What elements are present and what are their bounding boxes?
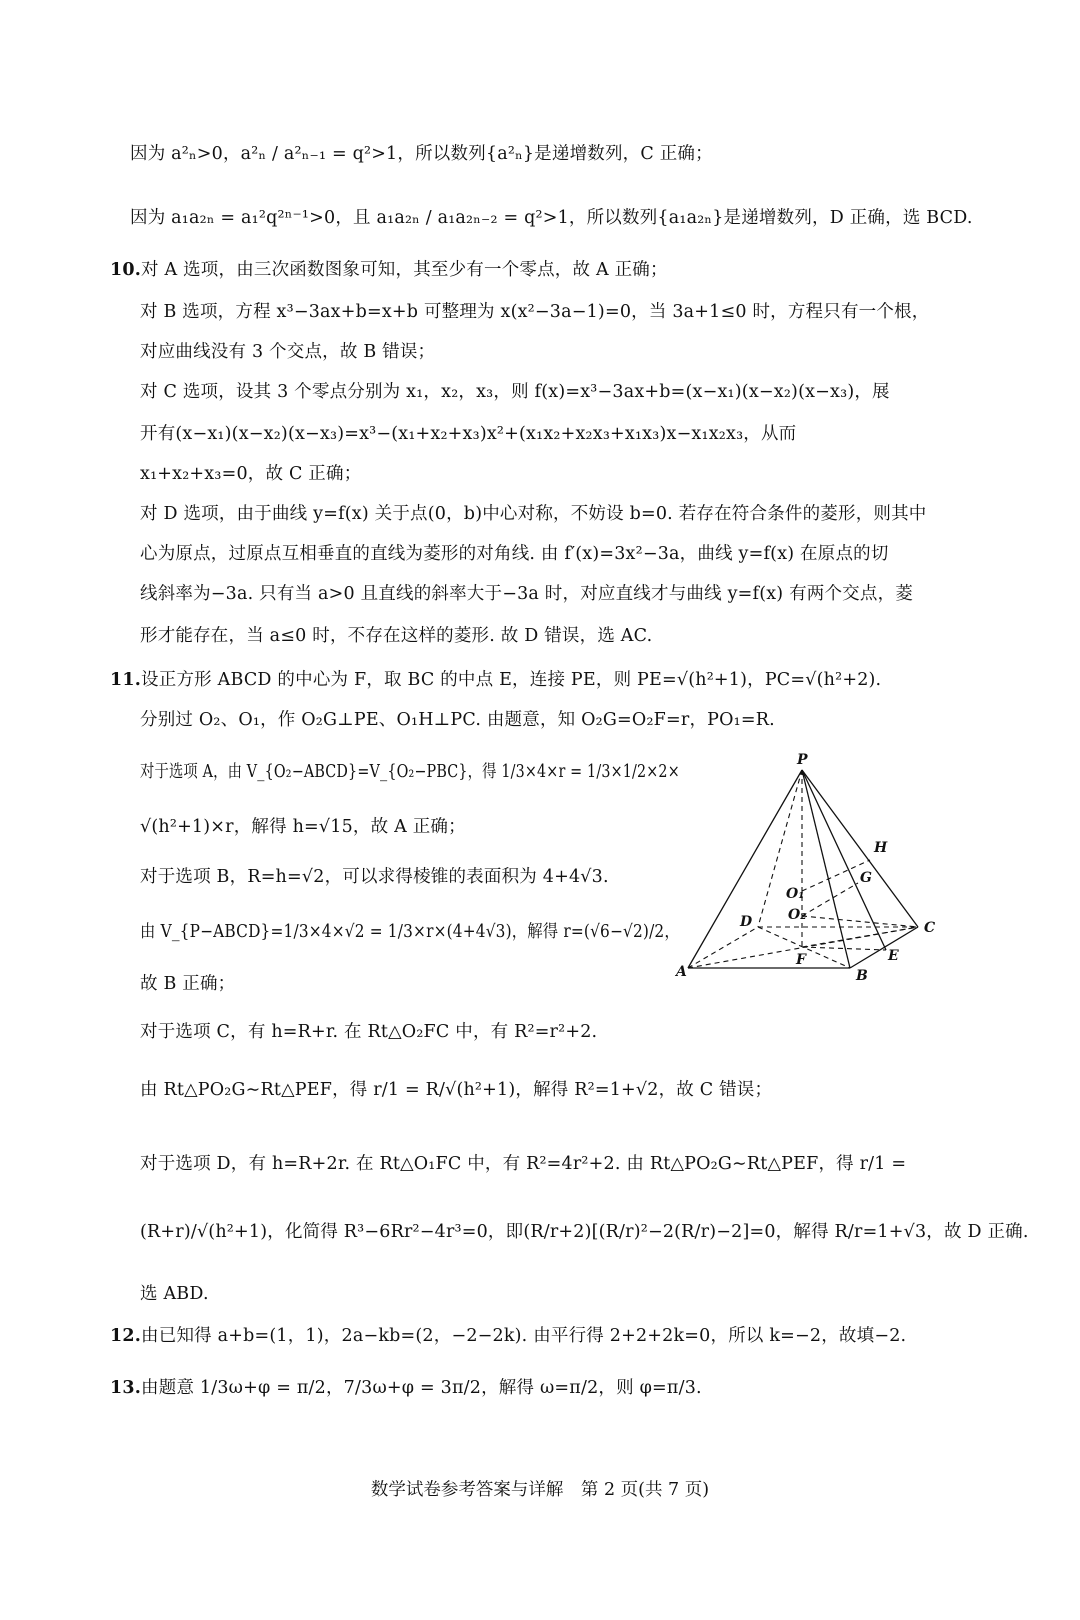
edge-PE: [802, 770, 886, 950]
edge-PB: [802, 770, 850, 968]
text-line: [140, 300, 929, 324]
text-line: [130, 206, 973, 230]
line-text: 因为 a₁a₂ₙ = a₁²q²ⁿ⁻¹>0，且 a₁a₂ₙ / a₁a₂ₙ₋₂ = q²>1，所以数列{a₁a₂ₙ}是递增数列，D 正确，选 BCD.: [130, 208, 973, 228]
text-line: [110, 1324, 906, 1348]
text-line: [140, 1152, 906, 1176]
line-text: 对 C 选项，设其 3 个零点分别为 x₁，x₂，x₃，则 f(x)=x³−3ax+b=(x−x₁)(x−x₂)(x−x₃)，展: [140, 382, 890, 402]
label-C: C: [924, 920, 936, 936]
edge-AD: [688, 927, 758, 968]
text-line: [140, 462, 361, 486]
line-text: 故 B 正确；: [140, 974, 236, 994]
text-line: [140, 708, 775, 732]
text-line: [140, 380, 890, 404]
text-line: [130, 142, 713, 166]
line-text: 由 Rt△PO₂G∼Rt△PEF，得 r/1 = R/√(h²+1)，解得 R²=1+√2，故 C 错误；: [140, 1080, 773, 1100]
label-G: G: [860, 870, 872, 886]
edge-PC: [802, 770, 918, 927]
text-line: [140, 815, 466, 839]
text-line: [140, 1282, 209, 1306]
line-text: 对 D 选项，由于曲线 y=f(x) 关于点(0，b)中心对称，不妨设 b=0. 若存在符合条件的菱形，则其中: [140, 504, 927, 524]
label-H: H: [874, 840, 888, 856]
line-text: 由 V_{P−ABCD}=1/3×4×√2 = 1/3×r×(4+4√3)，解得 r=(√6−√2)/2，: [140, 922, 680, 942]
question-number: 13.: [110, 1378, 142, 1398]
label-A: A: [676, 964, 687, 980]
label-D: D: [740, 914, 753, 930]
line-text: 分别过 O₂、O₁，作 O₂G⊥PE、O₁H⊥PC. 由题意，知 O₂G=O₂F=r，PO₁=R.: [140, 710, 775, 730]
text-line: [140, 542, 889, 566]
text-line: [110, 1376, 702, 1400]
label-B: B: [856, 968, 868, 984]
text-line: [110, 258, 668, 282]
text-line: [140, 1078, 772, 1102]
text-line: [140, 920, 680, 944]
pyramid-figure: [676, 752, 980, 1010]
line-text: 对于选项 D，有 h=R+2r. 在 Rt△O₁FC 中，有 R²=4r²+2. 由 Rt△PO₂G∼Rt△PEF，得 r/1 =: [140, 1154, 907, 1174]
label-O1: O₁: [786, 886, 805, 902]
text-line: [140, 1220, 1029, 1244]
line-text: 对应曲线没有 3 个交点，故 B 错误；: [140, 342, 436, 362]
question-number: 11.: [110, 670, 142, 690]
text-line: [140, 865, 609, 889]
text-line: [140, 340, 435, 364]
line-text: 对于选项 A，由 V_{O₂−ABCD}=V_{O₂−PBC}，得 1/3×4×r = 1/3×1/2×2×: [140, 762, 680, 782]
label-P: P: [797, 752, 808, 768]
question-number: 12.: [110, 1326, 142, 1346]
line-text: 线斜率为−3a. 只有当 a>0 且直线的斜率大于−3a 时，对应直线才与曲线 y=f(x) 有两个交点，菱: [140, 584, 913, 604]
segment-O2C: [802, 916, 918, 927]
line-text: x₁+x₂+x₃=0，故 C 正确；: [140, 464, 362, 484]
text-line: [140, 760, 680, 784]
label-E: E: [888, 948, 899, 964]
page-footer: 数学试卷参考答案与详解 第 2 页(共 7 页): [370, 1480, 710, 1500]
line-text: 形才能存在，当 a≤0 时，不存在这样的菱形. 故 D 错误，选 AC.: [140, 626, 653, 646]
question-number: 10.: [110, 260, 142, 280]
line-text: (R+r)/√(h²+1)，化简得 R³−6Rr²−4r³=0，即(R/r+2)[(R/r)²−2(R/r)−2]=0，解得 R/r=1+√3，故 D 正确.: [140, 1222, 1029, 1242]
line-text: 由题意 1/3ω+φ = π/2，7/3ω+φ = 3π/2，解得 ω=π/2，则 φ=π/3.: [141, 1378, 702, 1398]
line-text: 对 A 选项，由三次函数图象可知，其至少有一个零点，故 A 正确；: [141, 260, 668, 280]
line-text: 设正方形 ABCD 的中心为 F，取 BC 的中点 E，连接 PE，则 PE=√(h²+1)，PC=√(h²+2).: [141, 670, 882, 690]
text-line: [140, 624, 652, 648]
text-line: [140, 1020, 597, 1044]
label-F: F: [796, 952, 806, 968]
line-text: 对于选项 B，R=h=√2，可以求得棱锥的表面积为 4+4√3.: [140, 867, 609, 887]
line-text: 开有(x−x₁)(x−x₂)(x−x₃)=x³−(x₁+x₂+x₃)x²+(x₁x₂+x₂x₃+x₁x₃)x−x₁x₂x₃，从而: [140, 424, 797, 444]
edge-PD: [758, 770, 805, 927]
text-line: [140, 972, 235, 996]
edge-PA: [688, 770, 805, 968]
line-text: 由已知得 a+b=(1，1)，2a−kb=(2，−2−2k). 由平行得 2+2+2k=0，所以 k=−2，故填−2.: [141, 1326, 907, 1346]
line-text: √(h²+1)×r，解得 h=√15，故 A 正确；: [140, 817, 466, 837]
label-O2: O₂: [788, 907, 807, 923]
text-line: [140, 582, 913, 606]
line-text: 心为原点，过原点互相垂直的直线为菱形的对角线. 由 f′(x)=3x²−3a，曲线 y=f(x) 在原点的切: [140, 544, 889, 564]
pyramid-diagram: [676, 752, 980, 1010]
text-line: [140, 422, 796, 446]
segment-FE: [802, 947, 886, 950]
line-text: 选 ABD.: [140, 1284, 209, 1304]
line-text: 对于选项 C，有 h=R+r. 在 Rt△O₂FC 中，有 R²=r²+2.: [140, 1022, 598, 1042]
line-text: 对 B 选项，方程 x³−3ax+b=x+b 可整理为 x(x²−3a−1)=0，当 3a+1≤0 时，方程只有一个根，: [140, 302, 930, 322]
line-text: 因为 a²ₙ>0，a²ₙ / a²ₙ₋₁ = q²>1，所以数列{a²ₙ}是递增数列，C 正确；: [130, 144, 713, 164]
text-line: [110, 668, 881, 692]
text-line: [140, 502, 927, 526]
